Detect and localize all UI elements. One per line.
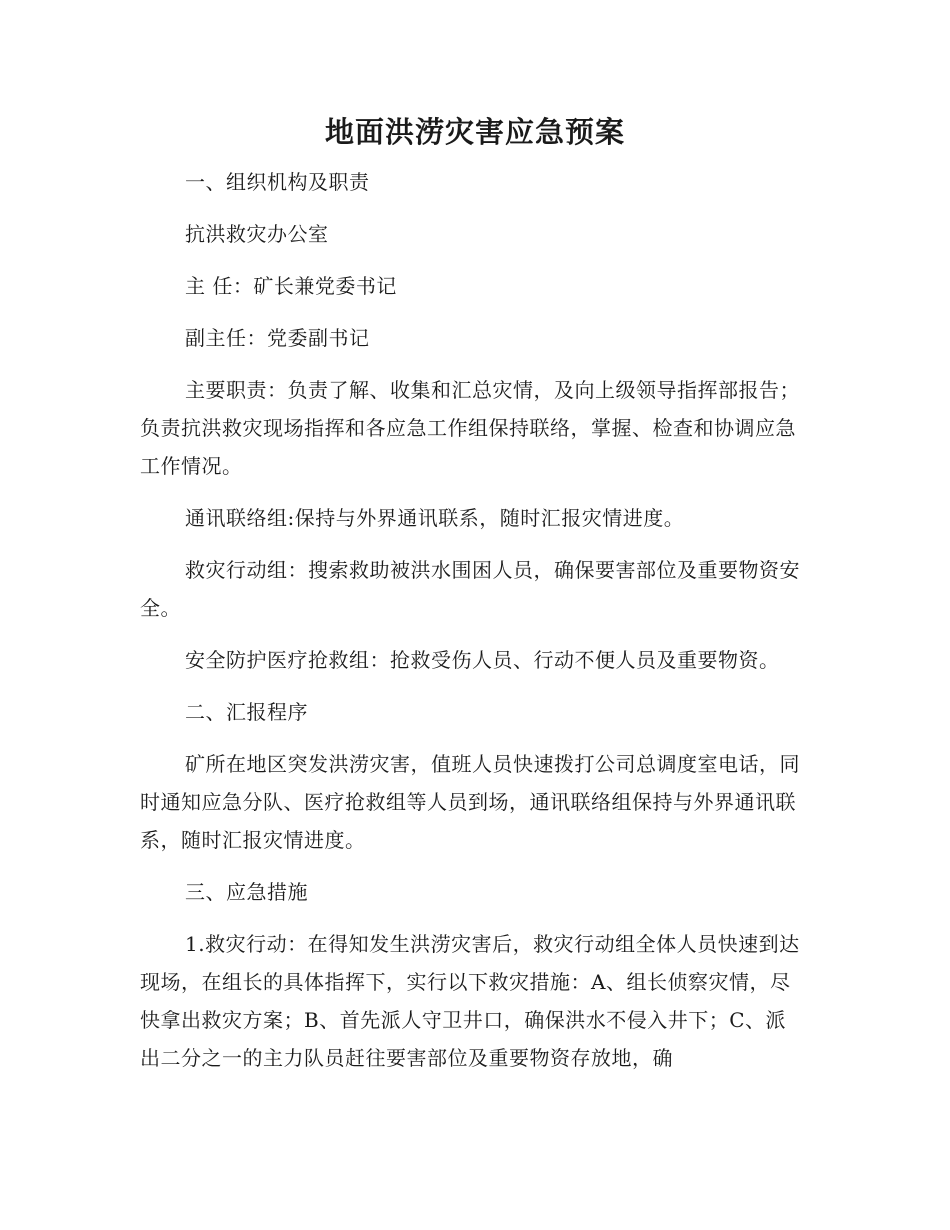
deputy-director-line: 副主任：党委副书记 xyxy=(185,326,370,350)
rescue-action-group-paragraph: 救灾行动组：搜索救助被洪水围困人员，确保要害部位及重要物资安全。 xyxy=(140,558,800,620)
section-heading-reporting: 二、汇报程序 xyxy=(185,700,308,724)
director-line: 主 任：矿长兼党委书记 xyxy=(185,274,397,298)
rescue-action-measures-paragraph: 1.救灾行动：在得知发生洪涝灾害后，救灾行动组全体人员快速到达现场，在组长的具体指挥下，实行以下救灾措施：A、组长侦察灾情，尽快拿出救灾方案；B、首先派人守卫井口，确保洪水不侵入井下；C、派出二分之一的主力队员赶往要害部位及重要物资存放地，确 xyxy=(140,932,800,1070)
document-body xyxy=(140,163,800,1091)
document-title: 地面洪涝灾害应急预案 xyxy=(324,115,625,149)
main-duties-paragraph: 主要职责：负责了解、收集和汇总灾情，及向上级领导指挥部报告；负责抗洪救灾现场指挥和各应急工作组保持联络，掌握、检查和协调应急工作情况。 xyxy=(140,378,800,478)
communication-group-paragraph: 通讯联络组:保持与外界通讯联系，随时汇报灾情进度。 xyxy=(185,506,685,530)
section-heading-organization: 一、组织机构及职责 xyxy=(185,170,370,194)
office-name: 抗洪救灾办公室 xyxy=(185,222,329,246)
reporting-procedure-paragraph: 矿所在地区突发洪涝灾害，值班人员快速拨打公司总调度室电话，同时通知应急分队、医疗抢救组等人员到场，通讯联络组保持与外界通讯联系，随时汇报灾情进度。 xyxy=(140,752,800,852)
section-heading-measures: 三、应急措施 xyxy=(185,880,308,904)
medical-rescue-group-paragraph: 安全防护医疗抢救组：抢救受伤人员、行动不便人员及重要物资。 xyxy=(185,648,780,672)
